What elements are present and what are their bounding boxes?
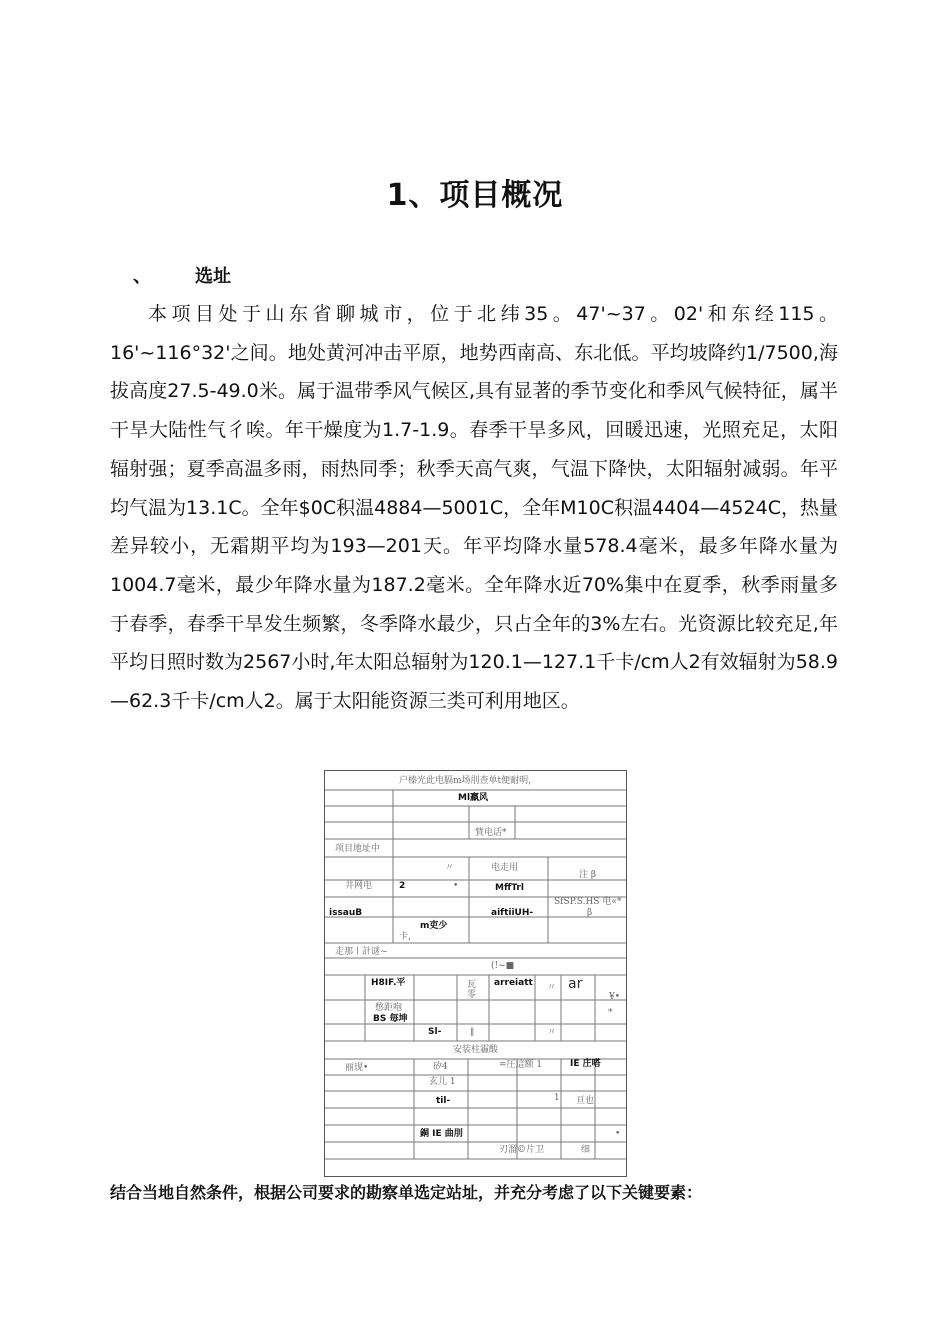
form-text: 〃 <box>547 1028 557 1038</box>
form-text: β <box>587 908 593 918</box>
conclusion-text: 结合当地自然条件，根据公司要求的勘察单选定站址，并充分考虑了以下关键要素： <box>110 1183 703 1202</box>
form-text: Sl- <box>428 1027 442 1037</box>
page-title: 1、项目概况 <box>386 178 564 213</box>
section-mark: 、 <box>133 266 151 287</box>
form-text: 刃溜©片卫 <box>499 1145 545 1155</box>
form-text: 2 <box>399 881 406 891</box>
form-text: 矽4 <box>433 1062 448 1072</box>
site-paragraph: 本项目处于山东省聊城市，位于北纬35。47'~37。02'和东经115。16'~116°32'之间。地处黄河冲击平原，地势西南高、东北低。平均坡降约1/7500,海拔高度27.5-49.0米。属于温带季风气候区,具有显著的季节变化和季风气候特征，属半干旱大陆性气彳唉。年干燥度为1.7-1.9。春季干旱多风，回暖迅速，光照充足，太阳辐射强；夏季高温多雨，雨热同季；秋季天高气爽，气温下降快，太阳辐射减弱。年平均气温为13.1C。全年$0C积温4884—5001C，全年M10C积温4404—4524C，热量差异较小，无霜期平均为193—201天。年平均降水量578.4毫米，最多年降水量为1004.7毫米，最少年降水量为187.2毫米。全年降水近70%集中在夏季，秋季雨量多于春季，春季干旱发生频繁，冬季降水最少，只占全年的3%左右。光资源比较充足,年平均日照时数为2567小时,年太阳总辐射为120.1—127.1千卡/cm人2有效辐射为58.9—62.3千卡/cm人2。属于太阳能资源三类可利用地区。 <box>110 303 838 713</box>
form-text: 细 <box>581 1145 591 1155</box>
body-text <box>110 295 838 721</box>
form-text: 玄儿 1 <box>429 1077 456 1087</box>
form-text: 井网电 <box>345 881 373 891</box>
form-text: 〃 <box>547 983 557 993</box>
form-text: 项目地址中 <box>335 844 381 854</box>
form-text: ¥• <box>609 992 621 1002</box>
section-heading <box>133 262 231 288</box>
form-text: aiftiiUH- <box>491 908 534 918</box>
form-text: issauB <box>329 908 363 918</box>
form-text: 注 β <box>579 870 597 880</box>
form-text: IE 庄嗒 <box>570 1059 601 1069</box>
form-text: 卡, <box>399 932 411 942</box>
form-text: 安装柱霾酸 <box>453 1045 499 1055</box>
form-text: 零 <box>467 990 477 1000</box>
form-text: m吏少 <box>420 921 448 931</box>
form-text: Ml羸风 <box>458 793 489 803</box>
form-text: 亘也 <box>576 1096 595 1106</box>
form-text: =圧這额 1 <box>499 1060 543 1070</box>
survey-form-image <box>324 770 627 1177</box>
form-text: H8IF.平 <box>371 978 406 988</box>
form-text: 瓦 <box>467 980 477 990</box>
form-text: 〃 <box>445 863 455 873</box>
form-text: BS 毎坤 <box>373 1014 408 1024</box>
form-text: arreiatt <box>494 978 533 988</box>
form-text: 走那丨計谜~ <box>335 947 388 957</box>
form-text: • <box>453 881 459 891</box>
form-text: 憋距咆 <box>375 1003 403 1013</box>
form-text: MffTrl <box>495 883 524 893</box>
form-text: 銅 IE 曲刖 <box>420 1129 463 1139</box>
form-text: 1 <box>554 1093 560 1103</box>
form-text: 貲电话* <box>475 828 507 838</box>
form-text: 户榛光此电膈m场刖查单t便耐明， <box>399 776 538 786</box>
section-title: 选址 <box>195 266 231 287</box>
form-text: til- <box>436 1096 451 1106</box>
form-text: 电走用 <box>491 863 519 873</box>
form-text: (!~■ <box>491 961 515 971</box>
form-text: ar <box>568 976 583 992</box>
form-text: ∥ <box>470 1028 475 1038</box>
form-text: * <box>608 1008 613 1018</box>
form-text: SfSP.S.HS 电«* <box>554 897 622 907</box>
form-text: 丽现• <box>345 1063 369 1073</box>
form-text: • <box>615 1129 621 1139</box>
